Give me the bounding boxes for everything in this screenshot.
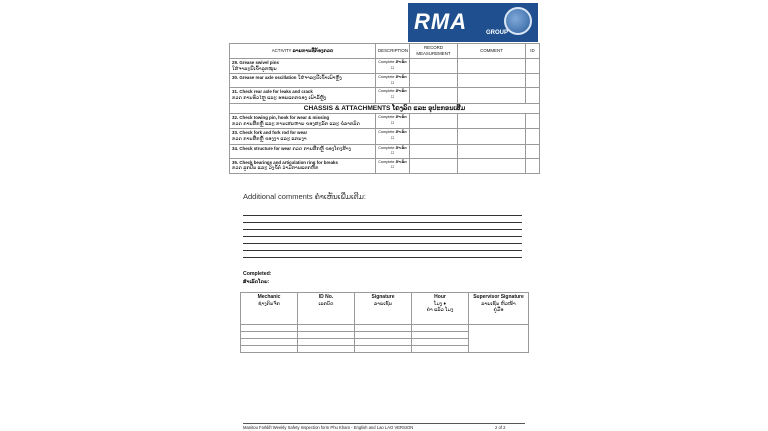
header-activity: ACTIVITY ລາຍການທີ່ຕ້ອງກວດ (230, 44, 376, 59)
additional-comments-label: Additional comments ຄຳເຫັນເພີ່ມເຕີມ: (243, 192, 366, 201)
checkbox[interactable]: ☐ (390, 165, 395, 170)
header-description: DESCRIPTION (376, 44, 410, 59)
header-comment: COMMENT (458, 44, 526, 59)
header-hour: Hour ໂມງ ♦ ຄ່າ ແລ້ວ ໂມງ (412, 293, 469, 325)
header-mechanic: Mechanic ຊ່າງກົນຈັກ (241, 293, 298, 325)
table-row: 34. Check structure for wear ກວດ ການສຶກຫຼໍ້ ຂອງໂຄງສ້າງ Complete ສຳເລັດ ☐ (230, 144, 540, 158)
table-row: 35. Check bearings and articulation ring for breaks ກວດ ລູກປືນ ແລະ ວົງຂໍ້ຕໍ່ ວ່າມີການແຕກຫັກ Complete ສຳເລັດ ☐ (230, 158, 540, 173)
comment-line[interactable] (243, 229, 522, 230)
logo-wordmark: RMA (414, 9, 468, 34)
footer-divider (243, 423, 525, 424)
inspection-table (229, 43, 540, 174)
header-record: RECORD MEASUREMENT (410, 44, 458, 59)
table-row: 33. Check fork and fork rod for wear ກວດ ການສຶກຫຼໍ້ ຂອງງາ ແລະ ແກນງາ Complete ສຳເລັດ ☐ (230, 129, 540, 144)
header-id-no: ID No. ເລກບັດ (298, 293, 355, 325)
comment-line[interactable] (243, 222, 522, 223)
table-row: 31. Check rear axle for leaks and crack ກວດ ການຮົ່ວໄຫຼ ແລະ ຮອຍແຕກຂອງ ເພົາລໍ້ຫຼັງ Complete ສຳເລັດ ☐ (230, 88, 540, 103)
table-header-row (230, 44, 540, 59)
footer-text: Manitou Forklift Weekly Safety Inspection form Phu Kham - English and Lao LAO VERSION (243, 425, 414, 430)
table-row: 29. Grease swivel pins ໃສ່ຈາລະບີເຂົ້າລູກໝຸນ Complete ສຳເລັດ ☐ (230, 59, 540, 74)
globe-icon (504, 7, 532, 35)
comment-line[interactable] (243, 243, 522, 244)
checkbox[interactable]: ☐ (390, 65, 395, 70)
signoff-header-row (241, 293, 529, 325)
comment-line[interactable] (243, 236, 522, 237)
table-row: 32. Check towing pin, hook for wear & missing ກວດ ການສຶກຫຼໍ້ ແລະ ການເສຍຫາຍ ຂອງສະລັກ ແລະ ຂໍລາກລົດ Complete ສຳເລັດ ☐ (230, 114, 540, 129)
logo-subtitle: GROUP (486, 30, 509, 36)
comment-line[interactable] (243, 215, 522, 216)
checkbox[interactable]: ☐ (390, 151, 395, 156)
completed-label: Completed: ສຳເລັດໂດຍ: (243, 271, 272, 285)
rma-logo (408, 3, 538, 42)
signoff-row[interactable] (241, 325, 529, 332)
page-number: 2 of 2 (495, 425, 506, 430)
checkbox[interactable]: ☐ (390, 94, 395, 99)
header-supervisor: Supervisor Signature ລາຍເຊັນ ຫົວໜ້າ ຄູ່ມືອ (469, 293, 529, 325)
signoff-table (240, 292, 529, 353)
section-row: CHASSIS & ATTACHMENTS ໂຄງລົດ ແລະ ອຸປະກອນເສີມ (230, 103, 540, 114)
checkbox[interactable]: ☐ (390, 135, 395, 140)
checkbox[interactable]: ☐ (390, 80, 395, 85)
comment-line[interactable] (243, 250, 522, 251)
checkbox[interactable]: ☐ (390, 120, 395, 125)
header-signature: Signature ລາຍເຊັນ (355, 293, 412, 325)
table-row: 30. Grease rear axle oscillation ໃສ່ຈາລະບີເຂົ້າເພົາຫຼັງ Complete ສຳເລັດ ☐ (230, 74, 540, 88)
comment-line[interactable] (243, 257, 522, 258)
header-id: ID (526, 44, 540, 59)
